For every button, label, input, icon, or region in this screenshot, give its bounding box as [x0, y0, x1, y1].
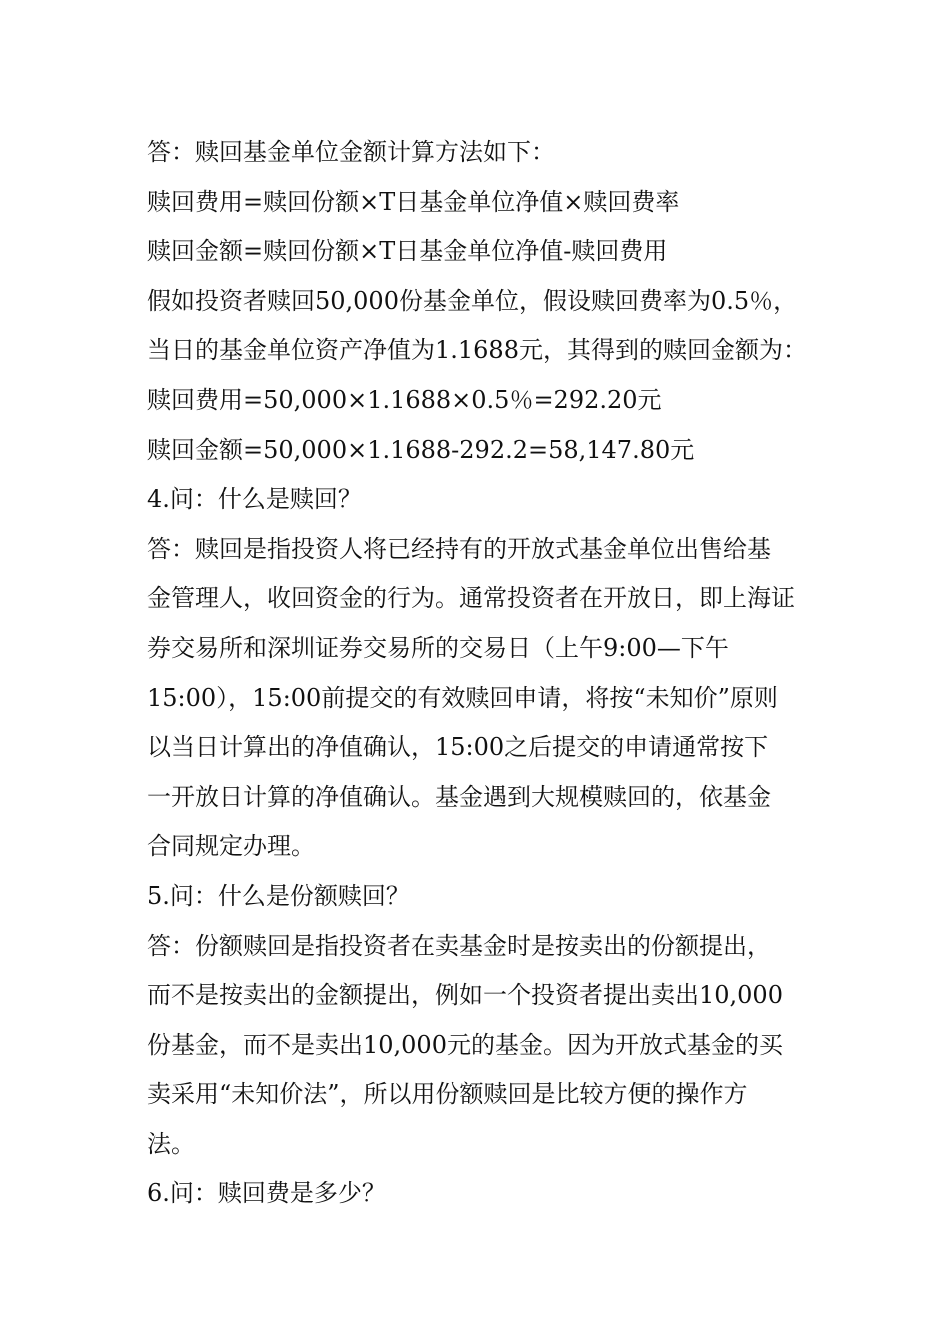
question-heading: 5.问：什么是份额赎回？ [147, 881, 410, 910]
text-line: 当日的基金单位资产净值为1.1688元，其得到的赎回金额为： [147, 336, 807, 365]
text-line: 赎回金额=50,000×1.1688-292.2=58,147.80元 [147, 435, 695, 464]
text-line: 卖采用“未知价法”，所以用份额赎回是比较方便的操作方 [147, 1080, 748, 1109]
text-line: 赎回费用=50,000×1.1688×0.5％=292.20元 [147, 385, 662, 414]
text-line: 15:00），15:00前提交的有效赎回申请，将按“未知价”原则 [147, 683, 778, 712]
question-heading: 6.问：赎回费是多少？ [147, 1179, 386, 1208]
text-line: 法。 [147, 1129, 195, 1158]
text-line: 答：赎回基金单位金额计算方法如下： [147, 138, 555, 166]
text-line: 答：份额赎回是指投资者在卖基金时是按卖出的份额提出， [147, 931, 771, 960]
text-line: 券交易所和深圳证券交易所的交易日（上午9:00—下午 [147, 633, 729, 662]
question-heading: 4.问：什么是赎回？ [147, 485, 362, 514]
text-line: 而不是按卖出的金额提出，例如一个投资者提出卖出10,000 [147, 981, 783, 1010]
text-line: 合同规定办理。 [147, 832, 315, 861]
text-line: 金管理人，收回资金的行为。通常投资者在开放日，即上海证 [147, 584, 795, 613]
document-body [147, 128, 827, 1219]
text-line: 答：赎回是指投资人将已经持有的开放式基金单位出售给基 [147, 534, 771, 563]
text-line: 赎回费用=赎回份额×T日基金单位净值×赎回费率 [147, 187, 680, 216]
text-line: 份基金，而不是卖出10,000元的基金。因为开放式基金的买 [147, 1030, 783, 1059]
text-line: 以当日计算出的净值确认，15:00之后提交的申请通常按下 [147, 733, 769, 762]
text-line: 假如投资者赎回50,000份基金单位，假设赎回费率为0.5％， [147, 286, 798, 315]
text-line: 一开放日计算的净值确认。基金遇到大规模赎回的，依基金 [147, 782, 771, 811]
text-line: 赎回金额=赎回份额×T日基金单位净值-赎回费用 [147, 237, 668, 266]
